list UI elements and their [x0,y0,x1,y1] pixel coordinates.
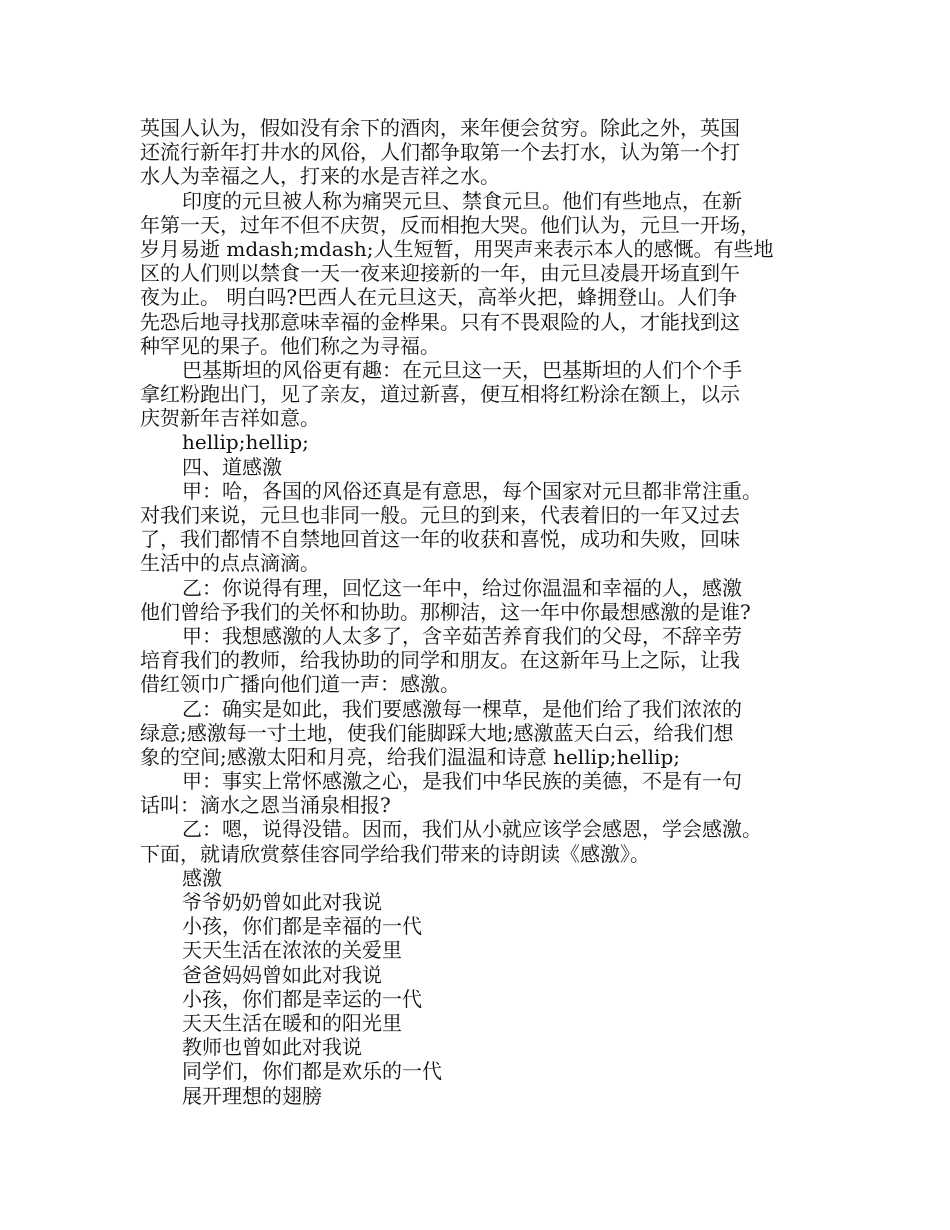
text-line: 绿意;感激每一寸土地，使我们能脚踩大地;感激蓝天白云，给我们想 [140,720,734,745]
text-line: 水人为幸福之人，打来的水是吉祥之水。 [140,164,500,189]
text-line: 拿红粉跑出门，见了亲友，道过新喜，便互相将红粉涂在额上，以示 [140,382,740,407]
paragraph-first-line: 甲：哈，各国的风俗还真是有意思，每个国家对元旦都非常注重。 [182,478,762,503]
paragraph-first-line: 小孩，你们都是幸福的一代 [182,914,422,939]
paragraph-first-line: 甲：事实上常怀感激之心，是我们中华民族的美德，不是有一句 [182,769,742,794]
paragraph-first-line: 教师也曾如此对我说 [182,1035,362,1060]
text-line: 英国人认为，假如没有余下的酒肉，来年便会贫穷。除此之外，英国 [140,116,740,140]
text-line: 他们曾给予我们的关怀和协助。那柳洁，这一年中你最想感激的是谁? [140,599,751,624]
text-line: 借红领巾广播向他们道一声：感激。 [140,672,460,697]
paragraph-first-line: 乙：确实是如此，我们要感激每一棵草，是他们给了我们浓浓的 [182,696,742,721]
text-line: 岁月易逝 mdash;mdash;人生短暂，用哭声来表示本人的感慨。有些地 [140,236,774,261]
text-line: 生活中的点点滴滴。 [140,551,320,576]
paragraph-first-line: 四、道感激 [182,454,282,479]
paragraph-first-line: 爸爸妈妈曾如此对我说 [182,962,382,987]
paragraph-first-line: 天天生活在暖和的阳光里 [182,1010,402,1035]
text-line: 年第一天，过年不但不庆贺，反而相抱大哭。他们认为，元旦一开场， [140,212,760,237]
paragraph-first-line: 爷爷奶奶曾如此对我说 [182,890,382,914]
text-line: 了，我们都情不自禁地回首这一年的收获和喜悦，成功和失败，回味 [140,527,740,552]
paragraph-first-line: 天天生活在浓浓的关爱里 [182,938,402,963]
text-line: 区的人们则以禁食一天一夜来迎接新的一年，由元旦凌晨开场直到午 [140,261,740,286]
text-line: 培育我们的教师，给我协助的同学和朋友。在这新年马上之际，让我 [140,648,740,673]
text-line: 话叫：滴水之恩当涌泉相报? [140,793,391,818]
text-line: 下面，就请欣赏蔡佳容同学给我们带来的诗朗读《感激》。 [140,841,650,866]
paragraph-first-line: 同学们，你们都是欢乐的一代 [182,1059,442,1084]
text-line: 象的空间;感激太阳和月亮，给我们温温和诗意 hellip;hellip; [140,744,680,769]
paragraph-first-line: 巴基斯坦的风俗更有趣：在元旦这一天，巴基斯坦的人们个个手 [182,357,742,382]
text-line: 对我们来说，元旦也非同一般。元旦的到来，代表着旧的一年又过去 [140,503,740,527]
paragraph-first-line: 甲：我想感激的人太多了，含辛茹苦养育我们的父母，不辞辛劳 [182,623,742,648]
text-line: 庆贺新年吉祥如意。 [140,406,320,431]
paragraph-first-line: 展开理想的翅膀 [182,1083,322,1108]
text-line: 种罕见的果子。他们称之为寻福。 [140,333,440,358]
paragraph-first-line: 乙：你说得有理，回忆这一年中，给过你温温和幸福的人，感激 [182,575,742,600]
paragraph-first-line: 乙：嗯，说得没错。因而，我们从小就应该学会感恩，学会感激。 [182,817,762,842]
paragraph-first-line: 小孩，你们都是幸运的一代 [182,986,422,1011]
text-line: 还流行新年打井水的风俗，人们都争取第一个去打水，认为第一个打 [140,140,740,165]
text-line: 夜为止。 明白吗?巴西人在元旦这天，高举火把，蜂拥登山。人们争 [140,285,738,310]
paragraph-first-line: 感激 [182,865,222,890]
text-line: 先恐后地寻找那意味幸福的金桦果。只有不畏艰险的人，才能找到这 [140,309,740,334]
paragraph-first-line: 印度的元旦被人称为痛哭元旦、禁食元旦。他们有些地点，在新 [182,188,742,213]
document-body [140,116,812,1108]
paragraph-first-line: hellip;hellip; [182,430,309,455]
